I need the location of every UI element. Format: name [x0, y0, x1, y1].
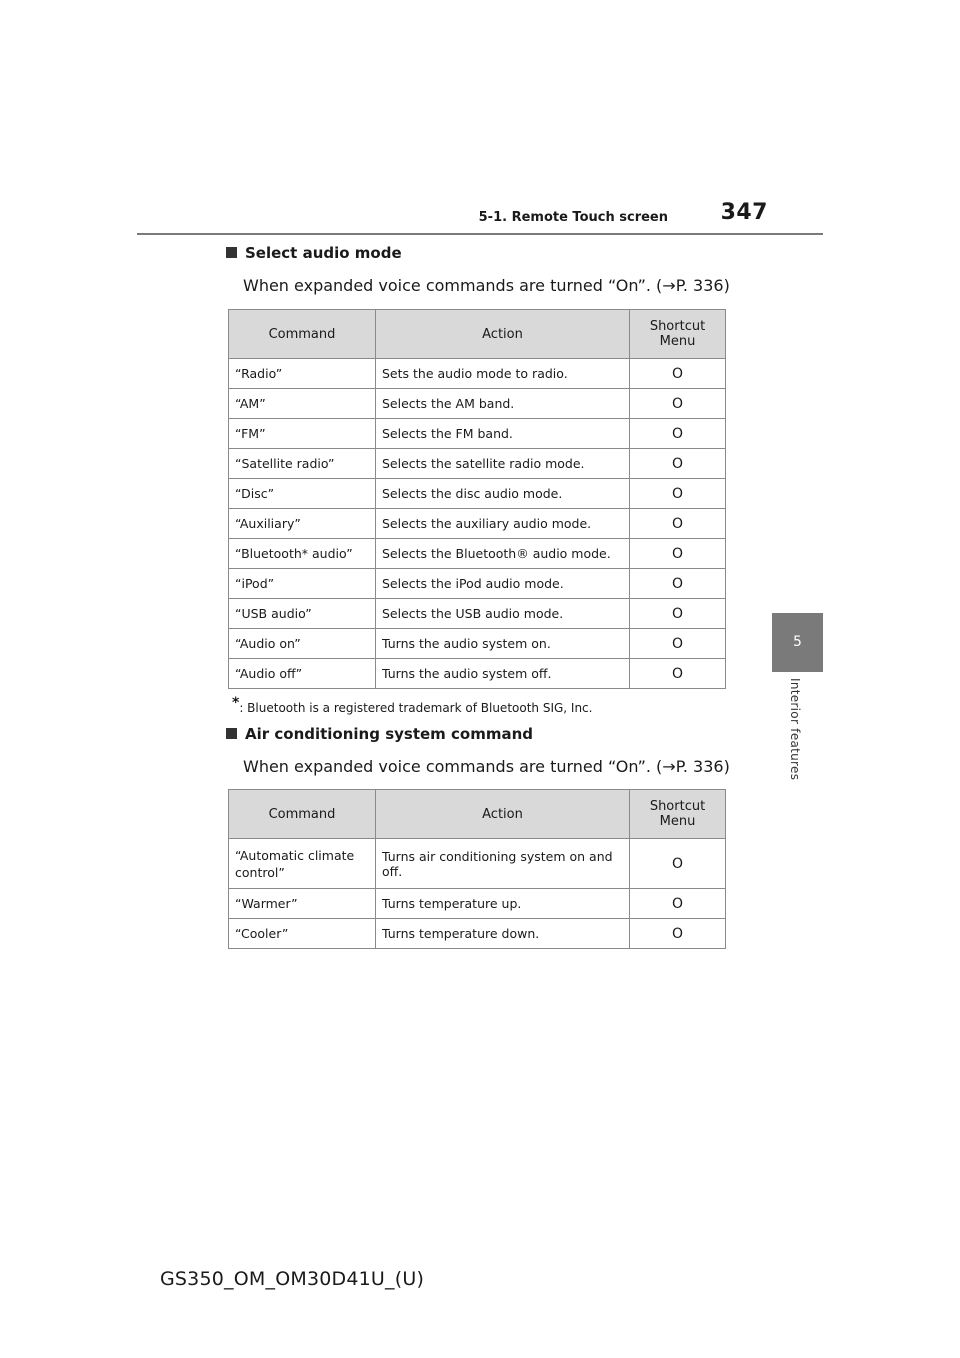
shortcut-mark: O	[630, 629, 726, 659]
shortcut-mark: O	[630, 659, 726, 689]
shortcut-mark: O	[630, 509, 726, 539]
action-cell: Sets the audio mode to radio.	[376, 359, 630, 389]
chapter-tab: 5	[772, 613, 823, 672]
command-cell: “AM”	[229, 389, 376, 419]
table-row	[229, 419, 726, 449]
column-header-command: Command	[229, 310, 376, 359]
section-description-climate: When expanded voice commands are turned “On”. (→P. 336)	[243, 757, 730, 776]
action-cell: Selects the auxiliary audio mode.	[376, 509, 630, 539]
command-cell: “Satellite radio”	[229, 449, 376, 479]
shortcut-mark: O	[630, 569, 726, 599]
shortcut-mark: O	[630, 889, 726, 919]
column-header-action: Action	[376, 310, 630, 359]
column-header-command: Command	[229, 790, 376, 839]
section-heading-text: Air conditioning system command	[245, 725, 534, 743]
table-row	[229, 389, 726, 419]
action-cell: Selects the AM band.	[376, 389, 630, 419]
shortcut-mark: O	[630, 449, 726, 479]
climate-command-table	[228, 789, 726, 949]
shortcut-mark: O	[630, 599, 726, 629]
command-cell: “iPod”	[229, 569, 376, 599]
action-cell: Turns the audio system on.	[376, 629, 630, 659]
command-cell: “Automatic climate control”	[229, 839, 376, 889]
shortcut-mark: O	[630, 839, 726, 889]
table-row	[229, 479, 726, 509]
shortcut-mark: O	[630, 419, 726, 449]
command-cell: “Disc”	[229, 479, 376, 509]
action-cell: Selects the Bluetooth® audio mode.	[376, 539, 630, 569]
footnote-marker: *	[232, 695, 240, 711]
chapter-side-label	[772, 678, 823, 788]
section-heading-climate	[226, 725, 533, 743]
action-cell: Turns temperature up.	[376, 889, 630, 919]
table-row	[229, 839, 726, 889]
footnote	[232, 695, 592, 715]
command-cell: “USB audio”	[229, 599, 376, 629]
audio-command-table	[228, 309, 726, 689]
command-cell: “Audio off”	[229, 659, 376, 689]
command-cell: “Bluetooth* audio”	[229, 539, 376, 569]
command-cell: “Auxiliary”	[229, 509, 376, 539]
page-number: 347	[720, 200, 768, 225]
section-description-audio: When expanded voice commands are turned “On”. (→P. 336)	[243, 276, 730, 295]
table-row	[229, 889, 726, 919]
action-cell: Selects the FM band.	[376, 419, 630, 449]
table-row	[229, 659, 726, 689]
document-id: GS350_OM_OM30D41U_(U)	[160, 1268, 425, 1290]
table-row	[229, 919, 726, 949]
table-row	[229, 509, 726, 539]
section-heading-text: Select audio mode	[245, 244, 402, 262]
column-header-shortcut: Shortcut Menu	[630, 790, 726, 839]
footnote-text: : Bluetooth is a registered trademark of Bluetooth SIG, Inc.	[239, 701, 593, 715]
shortcut-mark: O	[630, 479, 726, 509]
shortcut-mark: O	[630, 389, 726, 419]
action-cell: Selects the iPod audio mode.	[376, 569, 630, 599]
command-cell: “FM”	[229, 419, 376, 449]
command-cell: “Radio”	[229, 359, 376, 389]
command-cell: “Audio on”	[229, 629, 376, 659]
column-header-action: Action	[376, 790, 630, 839]
square-bullet-icon	[226, 728, 237, 739]
action-cell: Turns the audio system off.	[376, 659, 630, 689]
command-cell: “Warmer”	[229, 889, 376, 919]
table-row	[229, 539, 726, 569]
table-row	[229, 449, 726, 479]
action-cell: Selects the disc audio mode.	[376, 479, 630, 509]
command-cell: “Cooler”	[229, 919, 376, 949]
chapter-label-text: Interior features	[788, 678, 802, 781]
shortcut-mark: O	[630, 539, 726, 569]
action-cell: Selects the satellite radio mode.	[376, 449, 630, 479]
action-cell: Turns air conditioning system on and off.	[376, 839, 630, 889]
table-row	[229, 629, 726, 659]
square-bullet-icon	[226, 247, 237, 258]
column-header-shortcut: Shortcut Menu	[630, 310, 726, 359]
table-row	[229, 569, 726, 599]
shortcut-mark: O	[630, 359, 726, 389]
action-cell: Turns temperature down.	[376, 919, 630, 949]
table-row	[229, 359, 726, 389]
table-row	[229, 599, 726, 629]
action-cell: Selects the USB audio mode.	[376, 599, 630, 629]
header-section-title: 5-1. Remote Touch screen	[478, 210, 668, 225]
shortcut-mark: O	[630, 919, 726, 949]
header-rule	[137, 233, 823, 235]
section-heading-audio	[226, 244, 402, 262]
